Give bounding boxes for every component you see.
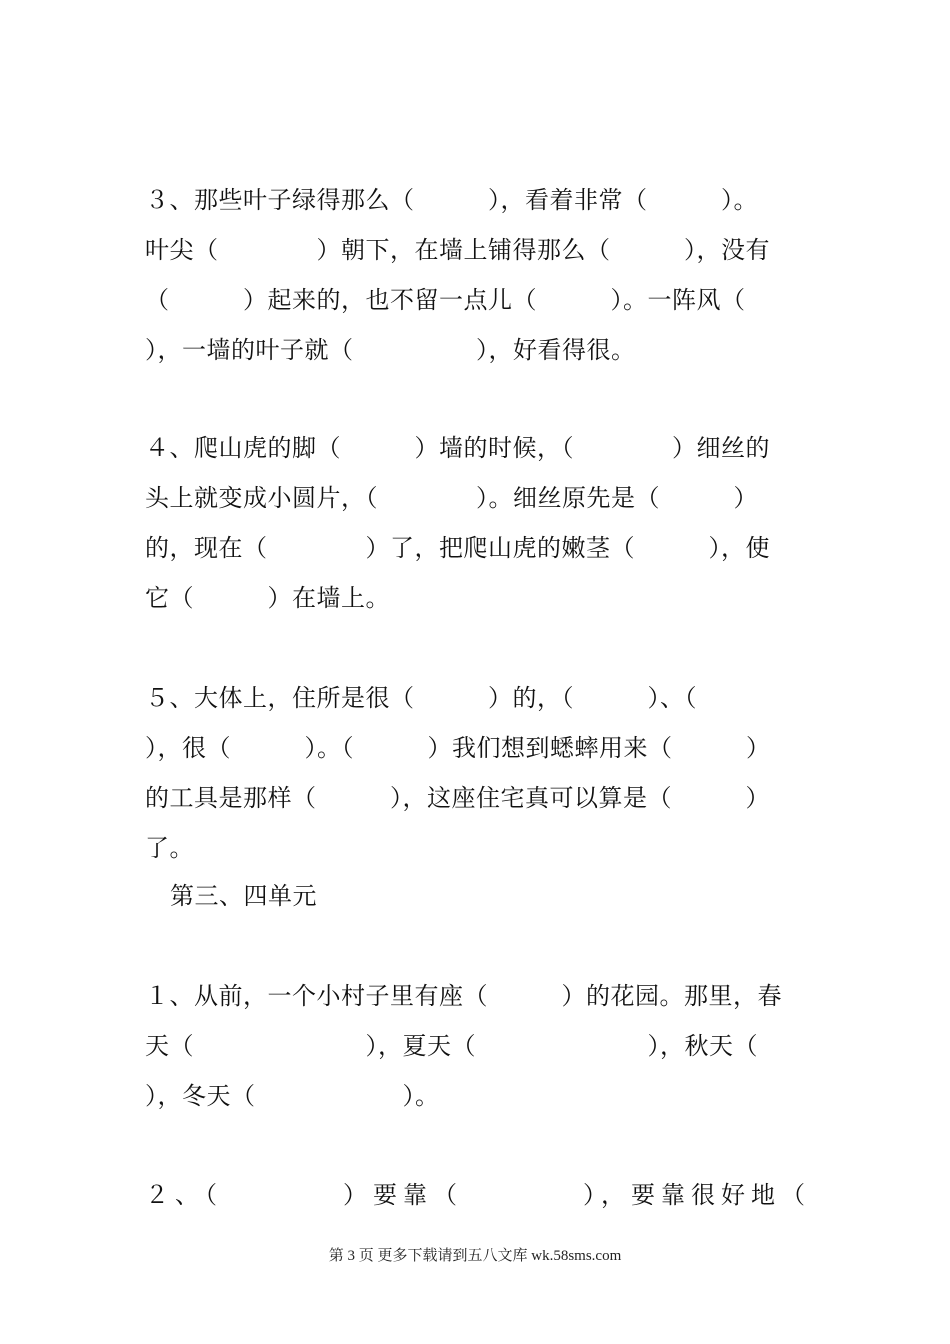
q5-line-2: ），很（ ）。（ ）我们想到蟋蟀用来（ ）: [145, 734, 771, 762]
page-footer: 第 3 页 更多下载请到五八文库 wk.58sms.com: [328, 1248, 622, 1264]
s1-line-1: １、从前，一个小村子里有座（ ）的花园。那里，春: [145, 982, 782, 1010]
q4-line-3: 的，现在（ ）了，把爬山虎的嫩茎（ ），使: [145, 534, 770, 562]
q5-line-4: 了。: [145, 834, 194, 862]
q3-line-2: 叶尖（ ）朝下，在墙上铺得那么（ ），没有: [145, 236, 770, 264]
q4-line-4: 它（ ）在墙上。: [145, 584, 390, 612]
s2-line-1: ２、（ ）要靠（ ），要靠很好地（: [145, 1181, 811, 1209]
q4-line-1: ４、爬山虎的脚（ ）墙的时候，（ ）细丝的: [145, 434, 770, 462]
q3-line-4: ），一墙的叶子就（ ），好看得很。: [145, 336, 636, 364]
s1-line-3: ），冬天（ ）。: [145, 1082, 440, 1110]
q5-line-1: ５、大体上，住所是很（ ）的，（ ）、（: [145, 684, 697, 712]
s1-line-2: 天（ ），夏天（ ），秋天（: [145, 1032, 758, 1060]
section-heading: 第三、四单元: [170, 882, 317, 910]
q3-line-3: （ ）起来的，也不留一点儿（ ）。一阵风（: [145, 286, 746, 314]
q4-line-2: 头上就变成小圆片，（ ）。细丝原先是（ ）: [145, 484, 758, 512]
q5-line-3: 的工具是那样（ ），这座住宅真可以算是（ ）: [145, 784, 770, 812]
q3-line-1: ３、那些叶子绿得那么（ ），看着非常（ ）。: [145, 186, 758, 214]
